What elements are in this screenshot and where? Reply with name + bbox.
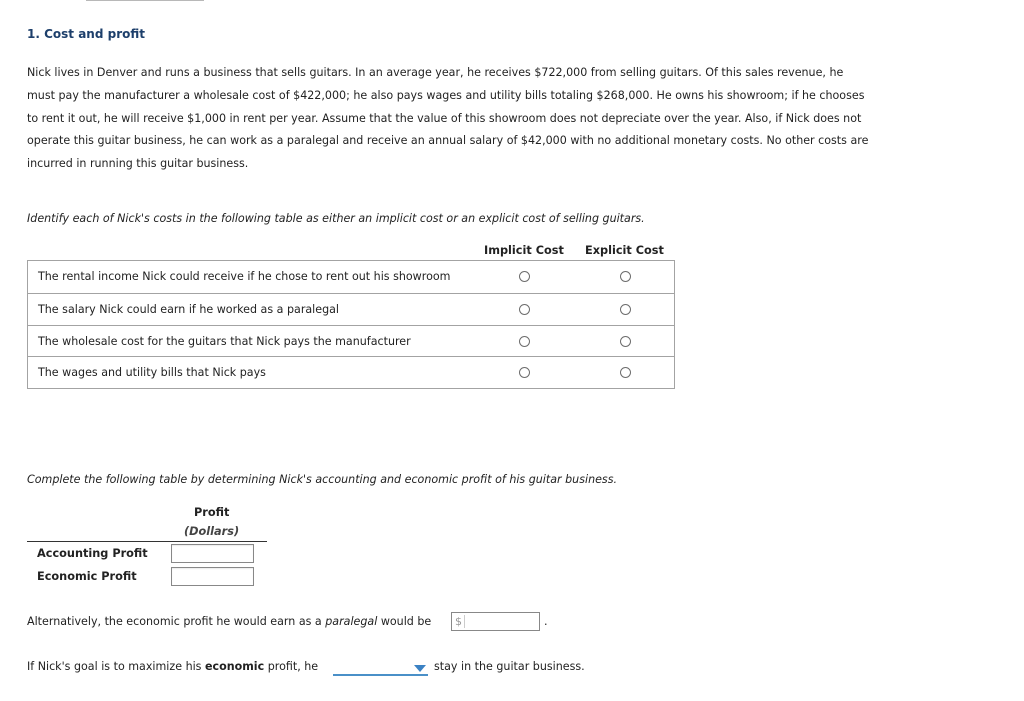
implicit-cost-radio[interactable] xyxy=(519,271,530,282)
economic-profit-label: Economic Profit xyxy=(37,570,137,583)
explicit-cost-header: Explicit Cost xyxy=(585,244,664,257)
accounting-profit-label: Accounting Profit xyxy=(37,547,148,560)
chevron-down-icon[interactable] xyxy=(414,665,426,672)
cost-row-paralegal-salary xyxy=(28,293,674,325)
alternative-suffix: would be xyxy=(377,615,432,628)
goal-sentence xyxy=(27,660,318,673)
explicit-cost-radio[interactable] xyxy=(620,367,631,378)
implicit-cost-radio[interactable] xyxy=(519,367,530,378)
goal-prefix: If Nick's goal is to maximize his xyxy=(27,660,205,673)
implicit-cost-radio[interactable] xyxy=(519,304,530,315)
alternative-prefix: Alternatively, the economic profit he would earn as a xyxy=(27,615,326,628)
profit-header: Profit xyxy=(194,506,230,519)
profit-table-rule xyxy=(27,541,267,542)
intro-line: operate this guitar business, he can work as a paralegal and receive an annual salary of $42,000 with no additional monetary costs. No other costs are xyxy=(27,134,869,148)
cost-row-wholesale-cost xyxy=(28,325,674,357)
economic-profit-input[interactable] xyxy=(171,567,254,586)
intro-line: to rent it out, he will receive $1,000 in rent per year. Assume that the value of this showroom does not depreciate over the year. Also, if Nick does not xyxy=(27,111,862,125)
sentence-period: . xyxy=(544,615,548,628)
cost-row-wages-utilities xyxy=(28,356,674,388)
dollar-prefix: $ xyxy=(455,615,465,628)
cost-row-label: The wages and utility bills that Nick pays xyxy=(38,366,266,380)
implicit-cost-radio[interactable] xyxy=(519,336,530,347)
profit-table-instruction: Complete the following table by determining Nick's accounting and economic profit of his guitar business. xyxy=(27,473,618,486)
explicit-cost-radio[interactable] xyxy=(620,336,631,347)
accounting-profit-input[interactable] xyxy=(171,544,254,563)
stay-decision-dropdown[interactable] xyxy=(333,660,428,676)
intro-line: Nick lives in Denver and runs a business that sells guitars. In an average year, he receives $722,000 from selling guitars. Of this sales revenue, he xyxy=(27,66,844,79)
cost-table-instruction: Identify each of Nick's costs in the following table as either an implicit cost or an explicit cost of selling guitars. xyxy=(27,212,645,225)
question-intro xyxy=(27,62,907,176)
cost-table xyxy=(27,260,675,389)
goal-emphasis: economic xyxy=(205,660,265,673)
cost-row-label: The wholesale cost for the guitars that Nick pays the manufacturer xyxy=(38,334,411,348)
paralegal-profit-input[interactable] xyxy=(451,612,540,631)
top-divider xyxy=(86,0,204,1)
intro-line: incurred in running this guitar business. xyxy=(27,157,249,170)
explicit-cost-radio[interactable] xyxy=(620,271,631,282)
cost-row-label: The salary Nick could earn if he worked as a paralegal xyxy=(38,302,340,316)
alternative-sentence xyxy=(27,615,431,628)
profit-unit-header: (Dollars) xyxy=(184,525,240,538)
cost-row-rental-income xyxy=(28,261,674,293)
explicit-cost-radio[interactable] xyxy=(620,304,631,315)
intro-line: must pay the manufacturer a wholesale cost of $422,000; he also pays wages and utility bills totaling $268,000. He owns his showroom; if he chooses xyxy=(27,88,865,102)
implicit-cost-header: Implicit Cost xyxy=(484,244,564,257)
cost-row-label: The rental income Nick could receive if he chose to rent out his showroom xyxy=(38,270,451,283)
goal-suffix: stay in the guitar business. xyxy=(434,660,585,673)
goal-middle: profit, he xyxy=(264,660,319,673)
alternative-emphasis: paralegal xyxy=(325,615,378,628)
question-title: 1. Cost and profit xyxy=(27,27,145,41)
